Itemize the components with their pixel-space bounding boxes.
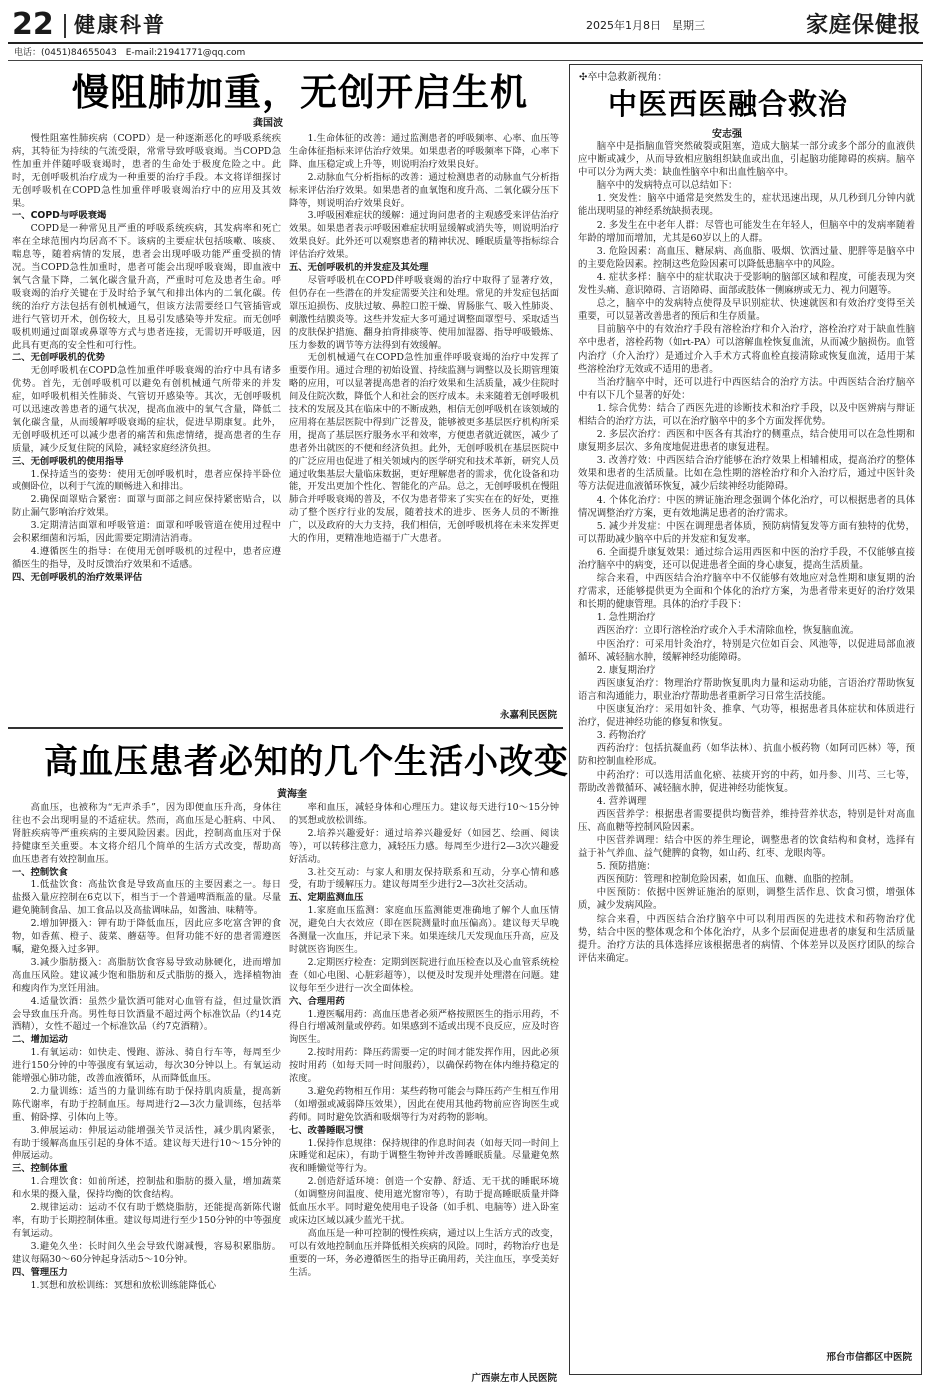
article3-kicker: ✣卒中急救新视角： bbox=[579, 72, 668, 83]
subheading: 五、定期监测血压 bbox=[289, 892, 364, 904]
paragraph: 中医预防：依据中医辨证施治的原则，调整生活作息、饮食习惯，增强体质，减少发病风险。 bbox=[578, 887, 915, 912]
paragraph: 4. 症状多样：脑卒中的症状取决于受影响的脑部区域和程度，可能表现为突发性头痛、意识障碍、言语障碍、面部或肢体一侧麻痹或无力、视力问题等。 bbox=[578, 271, 915, 297]
paragraph: 西医治疗：立即行溶栓治疗或介入手术清除血栓，恢复脑血流。 bbox=[596, 625, 860, 637]
paragraph: 4.适量饮酒：虽然少量饮酒可能对心血管有益，但过量饮酒会导致血压升高。男性每日饮酒量不超过两个标准饮品（约14克酒精），女性不超过一个标准饮品（约7克酒精）。 bbox=[12, 995, 281, 1033]
paragraph: 1.保持作息规律：保持规律的作息时间表（如每天同一时间上床睡觉和起床），有助于调整生物钟并改善睡眠质量。尽量避免熬夜和睡懒觉等行为。 bbox=[289, 1137, 559, 1175]
subheading: 二、增加运动 bbox=[12, 1034, 68, 1046]
subheading: 四、无创呼吸机的治疗效果评估 bbox=[12, 571, 143, 583]
paragraph: 3.伸展运动：伸展运动能增强关节灵活性，减少肌肉紧张，有助于缓解高血压引起的身体不适。建议每天进行10～15分钟的伸展运动。 bbox=[12, 1124, 281, 1162]
paragraph: 2.培养兴趣爱好：通过培养兴趣爱好（如园艺、绘画、阅读等），可以转移注意力，减轻压力感。每周至少进行2—3次兴趣爱好活动。 bbox=[289, 827, 559, 865]
paragraph: 脑卒中的发病特点可以总结如下： bbox=[596, 180, 738, 192]
paragraph: 当治疗脑卒中时，还可以进行中西医结合的治疗方法。中西医结合治疗脑卒中有以下几个显著的好处： bbox=[578, 376, 915, 401]
paragraph: 1.低盐饮食：高盐饮食是导致高血压的主要因素之一。每日盐摄入量应控制在6克以下，相当于一个普通啤酒瓶盖的量。尽量避免腌制食品、加工食品以及高盐调味品，如酱油、味精等。 bbox=[12, 879, 281, 917]
paragraph: 4.遵循医生的指导：在使用无创呼吸机的过程中，患者应遵循医生的指导，及时反馈治疗效果和不适感。 bbox=[12, 546, 281, 570]
paragraph: 1.合理饮食：如前所述，控制盐和脂肪的摄入量，增加蔬菜和水果的摄入量，保持均衡的饮食结构。 bbox=[12, 1176, 281, 1201]
subheading: 三、控制体重 bbox=[12, 1163, 68, 1175]
article1-author: 龚国波 bbox=[253, 118, 283, 129]
paragraph: 3.呼吸困难症状的缓解：通过询问患者的主观感受来评估治疗效果。如果患者表示呼吸困难症状明显缓解或消失等，则说明治疗效果良好。此外还可以观察患者的精神状况、睡眠质量等指标综合评估治疗效果。 bbox=[289, 210, 559, 261]
paragraph: 5. 减少并发症：中医在调理患者体质，预防病情复发等方面有独特的优势，可以帮助减少脑卒中后的并发症和复发率。 bbox=[578, 520, 915, 545]
paragraph: 1. 综合优势：结合了西医先进的诊断技术和治疗手段，以及中医辨病与辩证相结合的治疗方法，可以在治疗脑卒中的多个方面发挥优势。 bbox=[578, 402, 915, 427]
paragraph: 2.动脉血气分析指标的改善：通过检测患者的动脉血气分析指标来评估治疗效果。如果患者的血氧饱和度升高、二氧化碳分压下降等，则说明治疗效果良好。 bbox=[289, 171, 559, 209]
article1-left-column bbox=[12, 133, 281, 721]
paragraph: 1.家庭血压监测：家庭血压监测能更准确地了解个人血压情况，避免白大衣效应（即在医院测量时血压偏高）。建议每天早晚各测量一次血压，并记录下来。如果连续几天发现血压升高，应及时就医咨询医生。 bbox=[289, 905, 559, 955]
header-rule bbox=[8, 60, 923, 61]
paragraph: 无创呼吸机在COPD急性加重伴呼吸衰竭的治疗中具有诸多优势。首先，无创呼吸机可以避免有创机械通气所带来的并发症，如呼吸机相关性肺炎、气管切开感染等。其次，无创呼吸机可以迅速改善患者的通气状况，提高血液中的氧气含量，降低二氧化碳含量，从而缓解呼吸衰竭的症状，促进早期康复。此外，无创呼吸机还可以减少患者的痛苦和焦虑情绪，提高患者的生存质量，减少反复住院的风险，减轻家庭经济负担。 bbox=[12, 365, 281, 454]
article3-kicker-text: 卒中急救新视角 bbox=[587, 72, 658, 83]
subheading: 二、无创呼吸机的优势 bbox=[12, 352, 105, 364]
subheading: 七、改善睡眠习惯 bbox=[289, 1124, 364, 1136]
paragraph: 4. 个体化治疗：中医的辨证施治理念强调个体化治疗，可以根据患者的具体情况调整治疗方案，更有效地满足患者的治疗需求。 bbox=[578, 494, 915, 519]
paragraph: 3. 危险因素：高血压、糖尿病、高血脂、吸烟、饮酒过量、肥胖等是脑卒中的主要危险因素。控制这些危险因素可以降低患脑卒中的风险。 bbox=[578, 245, 915, 270]
paragraph: 5. 预防措施： bbox=[596, 861, 656, 873]
paragraph: 中医营养调理：结合中医的养生理论，调整患者的饮食结构和食材，选择有益于补气养血、益气健脾的食物，如山药、红枣、龙眼肉等。 bbox=[578, 834, 915, 860]
paragraph: 总之，脑卒中的发病特点使得及早识别症状、快速就医和有效治疗变得至关重要，可以显著改善患者的预后和生存质量。 bbox=[578, 298, 915, 323]
page-number: 22 bbox=[12, 7, 54, 42]
paragraph: 2.创造舒适环境：创造一个安静、舒适、无干扰的睡眠环境（如调整房间温度、使用遮光窗帘等），有助于提高睡眠质量并降低血压水平。同时避免使用电子设备（如手机、电脑等）进入卧室或床边区域以减少蓝光干扰。 bbox=[289, 1176, 559, 1226]
article3-source: 邢台市信都区中医院 bbox=[826, 1352, 912, 1363]
paragraph: 2.确保面罩贴合紧密：面罩与面部之间应保持紧密贴合，以防止漏气影响治疗效果。 bbox=[12, 494, 281, 519]
page-header bbox=[8, 8, 923, 44]
article3-title: 中医西医融合救治 bbox=[608, 87, 849, 121]
paragraph: 西药治疗：包括抗凝血药（如华法林）、抗血小板药物（如阿司匹林）等，预防和控制血栓形成。 bbox=[578, 743, 915, 768]
paragraph: 2.定期医疗检查：定期到医院进行血压检查以及心血管系统检查（如心电图、心脏彩超等），以便及时发现并处理潜在问题。建议每年至少进行一次全面体检。 bbox=[289, 956, 559, 994]
paragraph: 3.避免久坐：长时间久坐会导致代谢减慢，容易积累脂肪。建议每隔30～60分钟起身活动5～10分钟。 bbox=[12, 1240, 281, 1265]
paragraph: 2.规律运动：运动不仅有助于燃烧脂肪，还能提高新陈代谢率，有助于长期控制体重。建议每周进行至少150分钟的中等强度有氧运动。 bbox=[12, 1202, 281, 1239]
article1-title: 慢阻肺加重，无创开启生机 bbox=[72, 70, 528, 114]
paragraph: 综合来看，中西医结合治疗脑卒中可以利用西医的先进技术和药物治疗优势，结合中医的整体观念和个体化治疗，从多个层面促进患者的康复和生活质量提升。治疗方法的具体选择应该根据患者的病情、个体差异以及医疗团队的综合评估来确定。 bbox=[578, 913, 915, 964]
header-divider bbox=[64, 14, 66, 38]
article2-right-column bbox=[289, 802, 559, 1368]
article-divider bbox=[8, 727, 563, 729]
paragraph: 1. 突发性：脑卒中通常是突然发生的，症状迅速出现，从几秒到几分钟内就能出现明显的神经系统缺损表现。 bbox=[578, 193, 915, 218]
paragraph: 3. 改善疗效：中西医结合治疗能够在治疗效果上相辅相成，提高治疗的整体效果和患者的生活质量。比如在急性期的溶栓治疗和介入治疗后，通过中医针灸等方法促进血液循环恢复，减少后续神经功能障碍。 bbox=[578, 455, 915, 493]
paragraph: 1. 急性期治疗 bbox=[596, 612, 656, 624]
paragraph: 西医营养学：根据患者需要提供均衡营养，维持营养状态，特别是针对高血压、高血糖等控制风险因素。 bbox=[578, 808, 915, 833]
section-title: 健康科普 bbox=[74, 12, 166, 37]
subheading: 六、合理用药 bbox=[289, 995, 345, 1007]
paragraph: 综合来看，中西医结合治疗脑卒中不仅能够有效地应对急性期和康复期的治疗需求，还能够提供更为全面和个体化的治疗方案，为患者带来更好的治疗效果和长期的健康管理。具体的治疗手段下： bbox=[578, 573, 915, 611]
paragraph: 高血压，也被称为“无声杀手”，因为即便血压升高，身体往往也不会出现明显的不适症状。然而，高血压是心脏病、中风、肾脏疾病等严重疾病的主要风险因素。因此，控制高血压对于保持健康至关重要。本文将介绍几个简单的生活方式改变，帮助高血压患者有效控制血压。 bbox=[12, 802, 281, 865]
article2-left-column bbox=[12, 802, 281, 1382]
paragraph: 1.冥想和放松训练：冥想和放松训练能降低心 bbox=[30, 1279, 217, 1291]
article1-right-column bbox=[289, 133, 559, 705]
paragraph: 1.遵医嘱用药：高血压患者必须严格按照医生的指示用药，不得自行增减剂量或停药。如果感到不适或出现不良反应，应及时咨询医生。 bbox=[289, 1008, 559, 1046]
paragraph: 3.定期清洁面罩和呼吸管道：面罩和呼吸管道在使用过程中会积累细菌和污垢，因此需要定期清洁消毒。 bbox=[12, 520, 281, 545]
paragraph: 3.社交互动：与家人和朋友保持联系和互动，分享心情和感受，有助于缓解压力。建议每周至少进行2—3次社交活动。 bbox=[289, 866, 559, 891]
subheading: 一、控制饮食 bbox=[12, 866, 68, 878]
article3-body bbox=[578, 140, 915, 1342]
paragraph: 西医预防：管理和控制危险因素，如血压、血糖、血脂的控制。 bbox=[596, 874, 860, 886]
paragraph: 中药治疗：可以选用活血化瘀、祛痰开窍的中药，如丹参、川芎、三七等，帮助改善微循环、减轻脑水肿，促进神经功能恢复。 bbox=[578, 769, 915, 794]
paragraph: 1.保持适当的姿势：使用无创呼吸机时，患者应保持半卧位或侧卧位，以利于气流的顺畅进入和排出。 bbox=[12, 468, 281, 493]
paragraph: 无创机械通气在COPD急性加重伴呼吸衰竭的治疗中发挥了重要作用。通过合理的初始设置、持续监测与调整以及长期管理策略的应用，可以显著提高患者的治疗效果和生活质量，减少住院时间及住院次数，降低个人和社会的医疗成本。未来随着无创呼吸机技术的发展及其在临床中的不断成熟，相信无创呼吸机在该领域的应用将在基层医院中得到广泛普及，能够被更多基层医疗机构所采用，提高了基层医疗服务水平和效率，方便患者就近就医，减少了患者外出就医的不便和经济负担。此外，无创呼吸机在基层医院中的广泛应用也促进了相关领域内的医学研究和技术革新，研究人员通过收集基层大量临床数据，更好理解患者的需求，优化设备和功能，开发出更加个性化、智能化的产品。总之，无创呼吸机在慢阻肺合并呼吸衰竭的普及，不仅为患者带来了实实在在的好处，更推动了整个医疗行业的发展，随着技术的进步、医务人员的不断推广，以及政府的大力支持，我们相信，无创呼吸机将在未来发挥更大的作用，更精准地造福于广大患者。 bbox=[289, 352, 559, 545]
subheading: 四、管理压力 bbox=[12, 1266, 68, 1278]
paragraph: 西医康复治疗：物理治疗帮助恢复肌肉力量和运动功能，言语治疗帮助恢复语言和沟通能力，职业治疗帮助患者重新学习日常生活技能。 bbox=[578, 677, 915, 702]
paragraph: 4. 营养调理 bbox=[596, 795, 647, 807]
article2-title: 高血压患者必知的几个生活小改变 bbox=[44, 742, 569, 782]
article1-source: 永嘉利民医院 bbox=[499, 710, 557, 721]
issue-date: 2025年1月8日 星期三 bbox=[586, 19, 705, 32]
paragraph: 中医康复治疗：采用如针灸、推拿、气功等，根据患者具体症状和体质进行治疗，促进神经功能的修复和恢复。 bbox=[578, 704, 915, 729]
paragraph: 2.增加钾摄入：钾有助于降低血压，因此应多吃富含钾的食物，如香蕉、橙子、菠菜、蘑菇等。但肾功能不好的患者需遵医嘱，避免摄入过多钾。 bbox=[12, 918, 281, 955]
paragraph: 1.有氧运动：如快走、慢跑、游泳、骑自行车等，每周至少进行150分钟的中等强度有氧运动，每次30分钟以上。有氧运动能增强心肺功能，改善血液循环，从而降低血压。 bbox=[12, 1047, 281, 1085]
paragraph: 3. 药物治疗 bbox=[596, 730, 647, 742]
paragraph: 2.力量训练：适当的力量训练有助于保持肌肉质量，提高新陈代谢率，有助于控制血压。每周进行2—3次力量训练，包括举重、俯卧撑、引体向上等。 bbox=[12, 1085, 281, 1123]
paragraph: 2. 康复期治疗 bbox=[596, 664, 656, 676]
paragraph: 脑卒中是指脑血管突然破裂或阻塞，造成大脑某一部分或多个部分的血液供应中断或减少，从而导致相应脑组织缺血或出血，引起脑功能障碍的疾病。脑卒中可以分为两大类：缺血性脑卒中和出血性脑卒中。 bbox=[578, 141, 915, 179]
paragraph: 1.生命体征的改善：通过监测患者的呼吸频率、心率、血压等生命体征指标来评估治疗效果。如果患者的呼吸频率下降，心率下降、血压稳定或上升等，则说明治疗效果良好。 bbox=[289, 133, 559, 170]
article2-source: 广西崇左市人民医院 bbox=[471, 1373, 557, 1384]
subheading: 五、无创呼吸机的并发症及其处理 bbox=[289, 262, 429, 274]
paragraph: 慢性阻塞性肺疾病（COPD）是一种逐渐恶化的呼吸系统疾病，其特征为持续的气流受限，常常导致呼吸衰竭。当COPD急性加重并伴随呼吸衰竭时，患者的生命处于极度危险之中。此时，无创呼吸机治疗成为一种重要的治疗手段。本文将详细探讨无创呼吸机在COPD急性加重伴呼吸衰竭治疗中的应用及其效果。 bbox=[12, 133, 281, 209]
paragraph: 6. 全面提升康复效果：通过综合运用西医和中医的治疗手段，不仅能够直接治疗脑卒中的病变，还可以促进患者全面的身心康复，提高生活质量。 bbox=[578, 546, 915, 571]
paragraph: 中医治疗：可采用针灸治疗，特别是穴位如百会、风池等，以促进局部血液循环、减轻脑水肿，缓解神经功能障碍。 bbox=[578, 638, 915, 663]
paragraph: 3.避免药物相互作用：某些药物可能会与降压药产生相互作用（如增强或减弱降压效果），因此在使用其他药物前应咨询医生或药师。同时避免饮酒和吸烟等行为对药物的影响。 bbox=[289, 1085, 559, 1123]
contact-info: 电话：(0451)84655043 E-mail:21941771@qq.com bbox=[14, 48, 246, 58]
paragraph: 高血压是一种可控制的慢性疾病，通过以上生活方式的改变，可以有效地控制血压并降低相关疾病的风险。同时，药物治疗也是重要的一环，务必遵循医生的指导正确用药，关注血压，享受美好生活。 bbox=[289, 1227, 559, 1278]
article2-author: 黄海奎 bbox=[277, 789, 307, 800]
paragraph: 3.减少脂肪摄入：高脂肪饮食容易导致动脉硬化，进而增加高血压风险。建议减少饱和脂肪和反式脂肪的摄入，选择植物油和瘦肉作为烹饪用油。 bbox=[12, 956, 281, 994]
article3-author: 安志强 bbox=[712, 129, 742, 140]
subheading: 三、无创呼吸机的使用指导 bbox=[12, 455, 124, 467]
paragraph: 2. 多层次治疗：西医和中医各有其治疗的侧重点，结合使用可以在急性期和康复期多层次、多角度地促进患者的康复进程。 bbox=[578, 429, 915, 454]
newspaper-brand: 家庭保健报 bbox=[805, 12, 921, 38]
subheading: 一、COPD与呼吸衰竭 bbox=[12, 210, 107, 222]
paragraph: 率和血压，减轻身体和心理压力。建议每天进行10～15分钟的冥想或放松训练。 bbox=[289, 802, 559, 826]
paragraph: COPD是一种常见且严重的呼吸系统疾病，其发病率和死亡率在全球范围内均居高不下。该病的主要症状包括咳嗽、咳痰、喘息等，随着病情的发展，患者会出现呼吸功能严重受损的情况。当COPD急性加重时，患者可能会出现呼吸衰竭，即血液中氧气含量下降，二氧化碳含量升高，严重时可危及患者生命。呼吸衰竭的治疗关键在于及时给予氧气和排出体内的二氧化碳。传统的治疗方法包括有创机械通气，但该方法需要经口气管插管或进行气管切开术，创伤较大，且易引发感染等并发症。而无创呼吸机则通过面罩或鼻罩等方式与患者连接，无需切开呼吸道，因此具有更高的安全性和可行性。 bbox=[12, 223, 281, 351]
paragraph: 2.按时用药：降压药需要一定的时间才能发挥作用，因此必须按时用药（如每天同一时间服药），以确保药物在体内维持稳定的浓度。 bbox=[289, 1047, 559, 1085]
paragraph: 2. 多发生在中老年人群：尽管也可能发生在年轻人，但脑卒中的发病率随着年龄的增加而增加，尤其是60岁以上的人群。 bbox=[578, 219, 915, 244]
paragraph: 目前脑卒中的有效治疗手段有溶栓治疗和介入治疗，溶栓治疗对于缺血性脑卒中患者，溶栓药物（如rt-PA）可以溶解血栓恢复血流，从而减少脑损伤。血管内治疗（介入治疗）是通过介入手术方式将血栓直接清除或恢复血流，适用于某些溶栓治疗无效或不适用的患者。 bbox=[578, 324, 915, 375]
paragraph: 尽管呼吸机在COPD伴呼吸衰竭的治疗中取得了显著疗效，但仍存在一些潜在的并发症需要关注和处理。常见的并发症包括面罩压迫损伤、皮肤过敏、鼻腔口腔干燥、胃肠胀气、吸入性肺炎、刺激性结膜炎等。这些并发症大多可通过调整面罩型号、采取适当的皮肤保护措施、翻身拍背排痰等、使用加湿器、指导呼吸锻炼、压力参数的调节等方法得到有效缓解。 bbox=[289, 274, 559, 351]
